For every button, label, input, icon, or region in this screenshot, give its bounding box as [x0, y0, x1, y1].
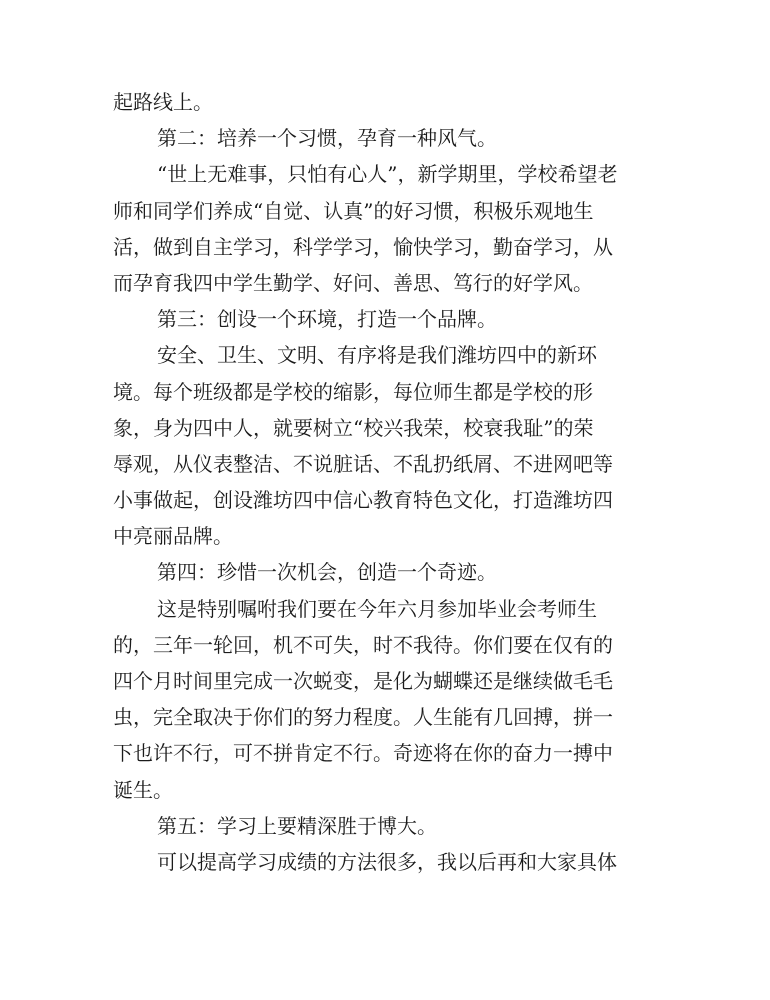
text-line: 第二：培养一个习惯，孕育一种风气。 [157, 126, 497, 151]
text-line: 这是特别嘱咐我们要在今年六月参加毕业会考师生 [157, 596, 597, 621]
document-body [113, 84, 643, 880]
text-line: 第五：学习上要精深胜于博大。 [157, 813, 437, 838]
text-line: 中亮丽品牌。 [113, 524, 233, 549]
text-line: 四个月时间里完成一次蜕变，是化为蝴蝶还是继续做毛毛 [113, 669, 613, 693]
text-line: “世上无难事，只怕有心人”，新学期里，学校希望老 [157, 162, 618, 187]
text-line: 虫，完全取决于你们的努力程度。人生能有几回搏，拼一 [113, 705, 613, 730]
text-line: 象，身为四中人，就要树立“校兴我荣，校衰我耻”的荣 [113, 415, 594, 440]
text-line: 而孕育我四中学生勤学、好问、善思、笃行的好学风。 [113, 270, 593, 295]
text-line: 诞生。 [113, 777, 173, 802]
text-line: 境。每个班级都是学校的缩影，每位师生都是学校的形 [113, 379, 593, 404]
text-line: 起路线上。 [113, 90, 213, 114]
text-line: 辱观，从仪表整洁、不说脏话、不乱扔纸屑、不进网吧等 [113, 451, 613, 476]
text-line: 小事做起，创设潍坊四中信心教育特色文化，打造潍坊四 [113, 488, 613, 513]
text-line: 师和同学们养成“自觉、认真”的好习惯，积极乐观地生 [113, 198, 594, 223]
text-line: 可以提高学习成绩的方法很多，我以后再和大家具体 [157, 849, 617, 874]
text-line: 下也许不行，可不拼肯定不行。奇迹将在你的奋力一搏中 [113, 741, 613, 766]
text-line: 活，做到自主学习，科学学习，愉快学习，勤奋学习，从 [113, 234, 613, 259]
text-line: 第四：珍惜一次机会，创造一个奇迹。 [157, 560, 497, 585]
text-line: 的，三年一轮回，机不可失，时不我待。你们要在仅有的 [113, 632, 613, 657]
text-line: 第三：创设一个环境，打造一个品牌。 [157, 307, 497, 332]
text-line: 安全、卫生、文明、有序将是我们潍坊四中的新环 [157, 343, 597, 368]
